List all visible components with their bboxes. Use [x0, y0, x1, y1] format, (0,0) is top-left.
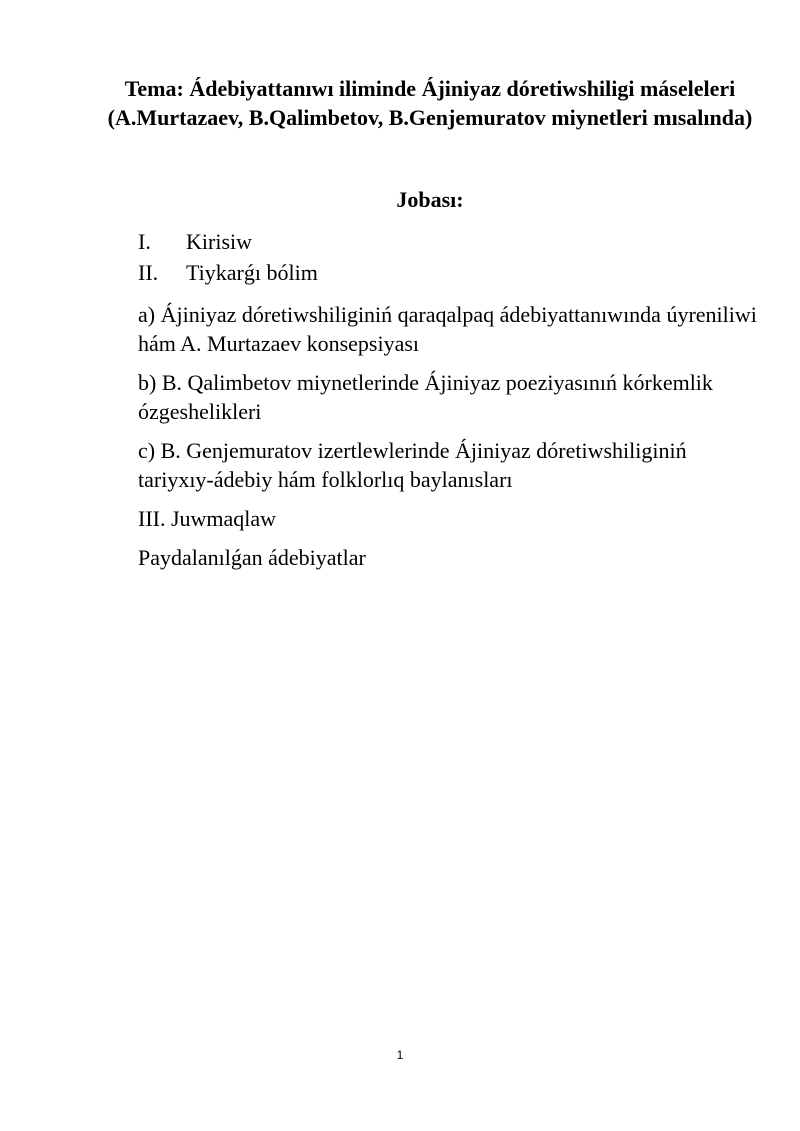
- section-a: a) Ájiniyaz dóretiwshiliginiń qaraqalpaq ádebiyattanıwında úyreniliwi hám A. Murtazaev konsepsiyası: [138, 302, 757, 356]
- outline-item: [138, 257, 758, 288]
- outline-number: I.: [138, 229, 151, 254]
- document-title: Tema: Ádebiyattanıwı iliminde Ájiniyaz dóretiwshiligi máseleleri (A.Murtazaev, B.Qalimbetov, B.Genjemuratov miynetleri mısalında): [107, 76, 753, 130]
- page-number: 1: [396, 1048, 404, 1062]
- outline-item: [138, 226, 758, 257]
- outline-text: Kirisiw: [186, 229, 252, 254]
- section-references: Paydalanılǵan ádebiyatlar: [138, 545, 366, 570]
- section-conclusion: III. Juwmaqlaw: [138, 506, 277, 531]
- outline-text: Tiykarǵı bólim: [186, 260, 318, 285]
- section-c: c) B. Genjemuratov izertlewlerinde Ájiniyaz dóretiwshiliginiń tariyxıy-ádebiy hám folklorlıq baylanısları: [138, 438, 687, 492]
- plan-heading: Jobası:: [396, 187, 464, 212]
- outline-number: II.: [138, 260, 159, 285]
- section-b: b) B. Qalimbetov miynetlerinde Ájiniyaz poeziyasınıń kórkemlik ózgeshelikleri: [138, 370, 713, 424]
- plan-content: [138, 226, 758, 572]
